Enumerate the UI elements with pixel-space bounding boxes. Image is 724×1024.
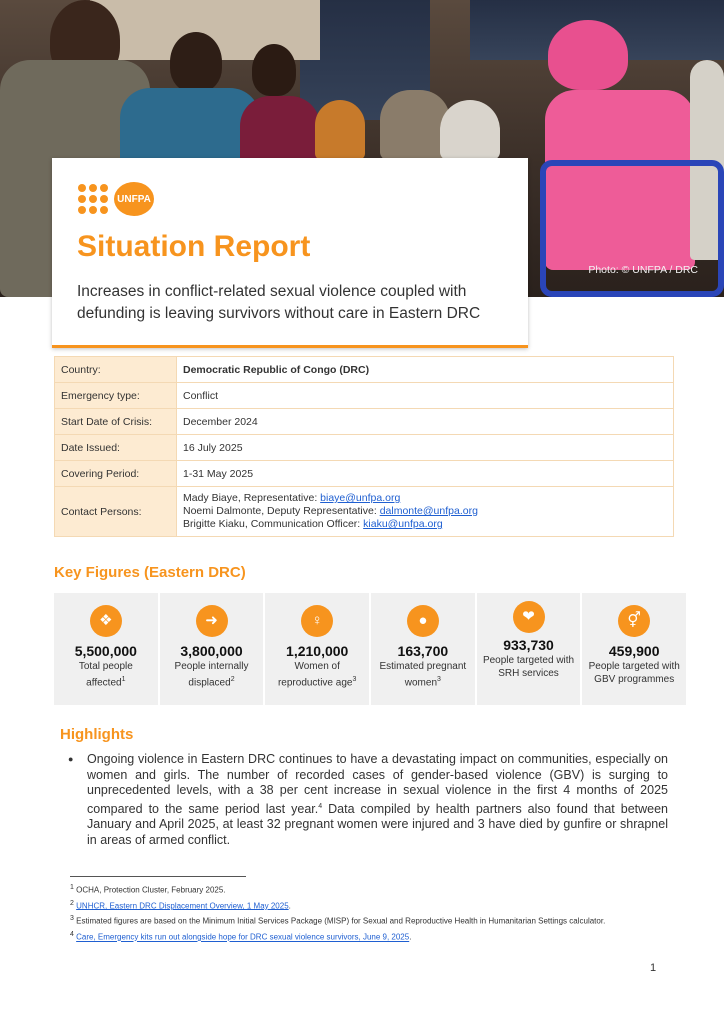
person-head [170, 32, 222, 92]
key-figure-label: Estimated pregnant women$^3$ [379, 661, 467, 689]
blue-chair [540, 160, 724, 297]
contact-email-link[interactable]: biaye@unfpa.org [320, 492, 401, 504]
highlights-title: Highlights [60, 726, 134, 743]
info-row-contacts [55, 487, 674, 537]
key-figure-number: 3,800,000 [180, 643, 243, 659]
info-value: Democratic Republic of Congo (DRC) [177, 357, 674, 383]
info-label: Contact Persons: [55, 487, 177, 537]
key-figure-number: 459,900 [608, 643, 660, 659]
info-label: Emergency type: [55, 383, 177, 409]
info-row-period [55, 461, 674, 487]
person-head-scarf [548, 20, 628, 90]
women-icon: ♀ [301, 605, 333, 637]
contact-name: Noemi Dalmonte, Deputy Representative: [183, 505, 380, 517]
info-value: 16 July 2025 [177, 435, 674, 461]
key-figure-card [265, 593, 371, 705]
key-figure-card [54, 593, 160, 705]
highlights-list [68, 752, 668, 848]
person-body [440, 100, 500, 160]
person-body [240, 96, 320, 166]
info-value: December 2024 [177, 409, 674, 435]
page-number: 1 [650, 962, 657, 974]
gender-symbol-icon: ⚥ [618, 605, 650, 637]
footnote: $^2$ UNHCR, Eastern DRC Displacement Overview, 1 May 2025. [70, 899, 291, 911]
contact-line [183, 518, 667, 531]
logo-dots-icon [78, 184, 108, 214]
info-row-emergency [55, 383, 674, 409]
displaced-person-icon: ➜ [196, 605, 228, 637]
footnote-divider [70, 876, 246, 877]
footnote: $^3$ Estimated figures are based on the Minimum Initial Services Package (MISP) for Sexual and Reproductive Health in Humanitarian Settings calculator. [70, 915, 606, 926]
contact-name: Brigitte Kiaku, Communication Officer: [183, 518, 364, 530]
key-figure-number: 163,700 [397, 643, 449, 659]
key-figure-card [582, 593, 686, 705]
person-body [315, 100, 365, 160]
info-row-start [55, 409, 674, 435]
footnote-link[interactable]: UNHCR, Eastern DRC Displacement Overview, 1 May 2025 [76, 901, 289, 911]
unfpa-logo [78, 182, 154, 216]
contact-email-link[interactable]: dalmonte@unfpa.org [379, 505, 478, 517]
footnotes [70, 882, 670, 945]
key-figure-label: People targeted with GBV programmes [588, 661, 680, 685]
key-figure-number: 1,210,000 [286, 643, 349, 659]
photo-credit: Photo: © UNFPA / DRC [588, 264, 698, 276]
key-figure-card [371, 593, 477, 705]
key-figures-title: Key Figures (Eastern DRC) [54, 564, 246, 581]
footnote: $^4$ Care, Emergency kits run out alongside hope for DRC sexual violence survivors, June 9, 2025. [70, 930, 412, 942]
key-figure-label: People internally displaced$^2$ [174, 661, 249, 689]
contacts-cell [177, 487, 674, 537]
key-figure-number: 5,500,000 [74, 643, 137, 659]
report-title: Situation Report [77, 230, 311, 263]
key-figures-panel [54, 593, 686, 705]
person-head [252, 44, 296, 96]
title-card [52, 158, 528, 348]
info-row-issued [55, 435, 674, 461]
info-value: Conflict [177, 383, 674, 409]
info-label: Covering Period: [55, 461, 177, 487]
footnote-link[interactable]: Care, Emergency kits run out alongside hope for DRC sexual violence survivors, June 9, 2025 [76, 932, 410, 942]
info-label: Start Date of Crisis: [55, 409, 177, 435]
key-figure-label: Women of reproductive age$^3$ [277, 661, 357, 689]
key-figure-label: People targeted with SRH services [482, 655, 575, 679]
heart-plus-icon: ❤ [513, 601, 545, 633]
key-figure-label: Total people affected$^1$ [78, 661, 133, 689]
person-body [120, 88, 260, 168]
unfpa-logo-badge: UNFPA [114, 182, 154, 216]
key-figure-card [160, 593, 266, 705]
contact-line [183, 505, 667, 518]
footnote: $^1$ OCHA, Protection Cluster, February 2025. [70, 884, 226, 895]
contact-line [183, 492, 667, 505]
people-group-icon: ❖ [90, 605, 122, 637]
contact-email-link[interactable]: kiaku@unfpa.org [363, 518, 443, 530]
contact-name: Mady Biaye, Representative: [183, 492, 321, 504]
info-value: 1-31 May 2025 [177, 461, 674, 487]
situation-info-table [54, 356, 674, 537]
highlight-item: ● Ongoing violence in Eastern DRC continues to have a devastating impact on communities, especially on women and girls. The number of recorded cases of gender-based violence (GBV) is surging to unprecedented levels, with a 38 per cent increase in sexual violence in the first 4 months of 2025 compared to the same period last year.$^4$ Data compiled by health partners also found that between January and April 2025, at least 32 pregnant women were injured and 3 have died by gunfire or shrapnel in areas of armed conflict. [68, 752, 668, 848]
info-label: Date Issued: [55, 435, 177, 461]
info-row-country [55, 357, 674, 383]
key-figure-card [477, 593, 583, 705]
info-label: Country: [55, 357, 177, 383]
key-figure-number: 933,730 [503, 637, 554, 653]
pregnant-woman-icon: ● [407, 605, 439, 637]
report-subtitle: Increases in conflict-related sexual violence coupled with defunding is leaving survivors without care in Eastern DRC [77, 283, 481, 322]
